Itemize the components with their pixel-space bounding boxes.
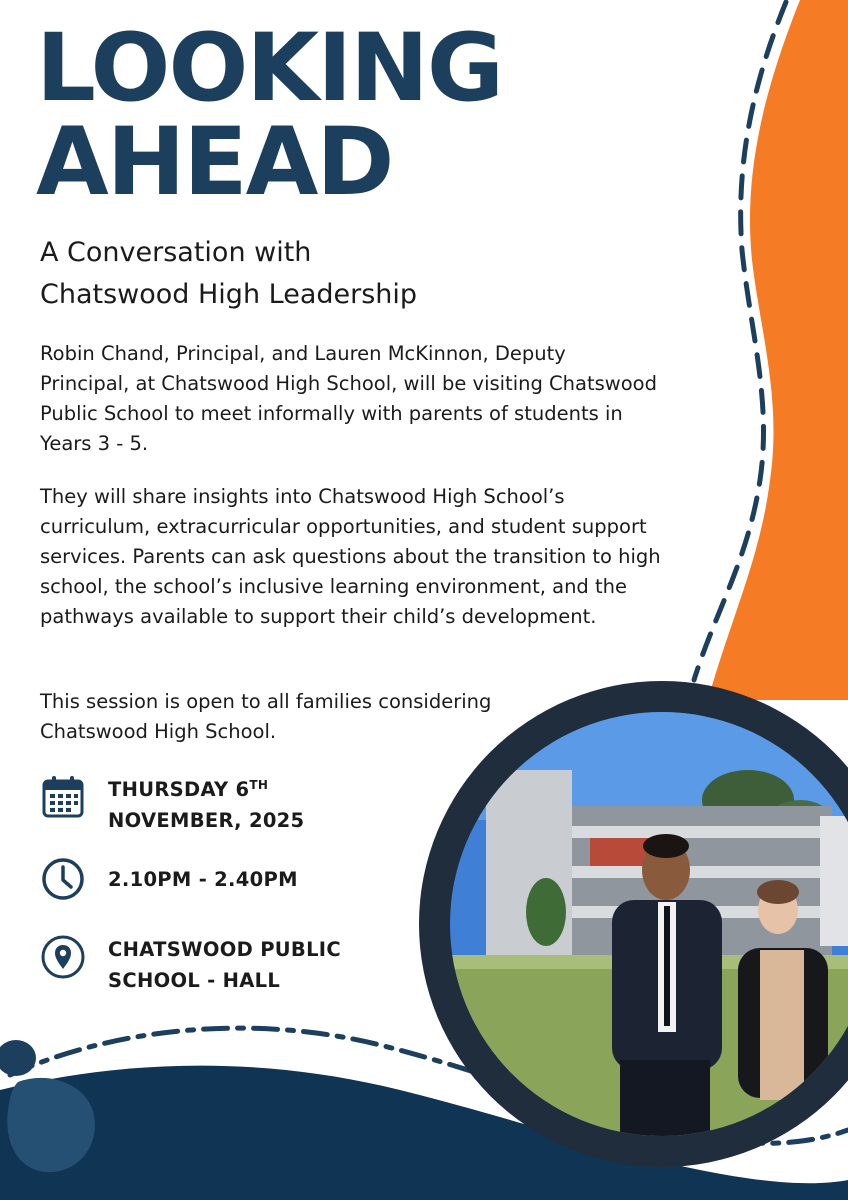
open-session-paragraph: This session is open to all families considering Chatswood High School. — [40, 690, 492, 743]
subtitle-line-1: A Conversation with — [40, 237, 312, 268]
event-date-line-1: THURSDAY 6TH — [108, 778, 269, 801]
intro-paragraph: Robin Chand, Principal, and Lauren McKinnon, Deputy Principal, at Chatswood High School, will be visiting Chatswood Public School to meet informally with parents of students in Years 3 - 5. — [40, 342, 657, 455]
subtitle — [40, 232, 417, 316]
event-time-text: 2.10PM - 2.40PM — [108, 868, 298, 891]
event-venue — [40, 934, 341, 996]
date-ordinal-suffix: TH — [249, 778, 269, 792]
orange-wave — [708, 0, 848, 700]
event-venue-line-2: SCHOOL - HALL — [108, 969, 281, 992]
title-line-2: AHEAD — [36, 108, 393, 217]
event-date — [40, 774, 304, 836]
event-venue-line-1: CHATSWOOD PUBLIC — [108, 938, 341, 961]
title-line-1: LOOKING — [36, 14, 503, 123]
location-pin-icon — [40, 934, 86, 980]
subtitle-line-2: Chatswood High Leadership — [40, 279, 418, 310]
insights-paragraph: They will share insights into Chatswood High School’s curriculum, extracurricular opportunities, and student support services. Parents can ask questions about the transition to high school, the school’s inclusive learning environment, and the pathways available to support their child’s development. — [40, 485, 661, 628]
event-time — [40, 856, 298, 902]
calendar-icon — [40, 774, 86, 820]
event-date-line-2: NOVEMBER, 2025 — [108, 809, 305, 832]
clock-icon — [40, 856, 86, 902]
pebble-small — [0, 1040, 36, 1076]
page-title — [36, 14, 503, 217]
